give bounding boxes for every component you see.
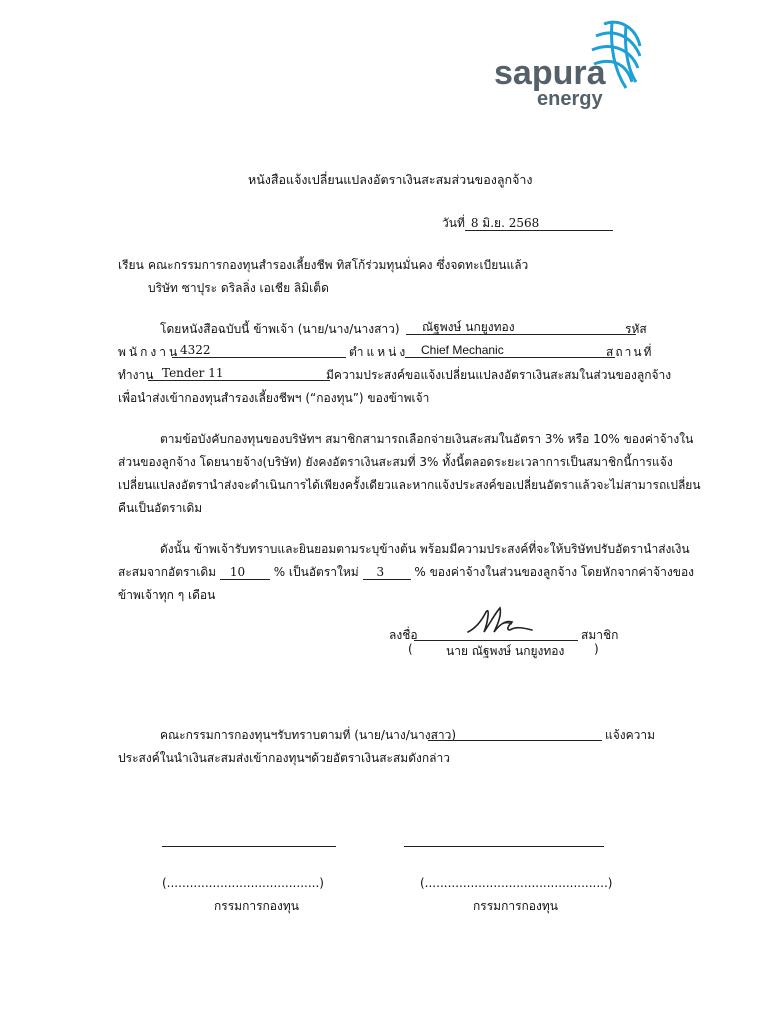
committee-name-line: [428, 740, 602, 741]
left-signature-line: [162, 846, 336, 847]
salutation-line1: คณะกรรมการกองทุนสำรองเลี้ยงชีพ ทิสโก้ร่วมทุนมั่นคง ซึ่งจดทะเบียนแล้ว: [148, 258, 529, 272]
position-row: [405, 343, 615, 358]
handwritten-signature: [466, 602, 536, 638]
para3-line1: ดังนั้น ข้าพเจ้ารับทราบและยินยอมตามระบุข้างต้น พร้อมมีความประสงค์ที่จะให้บริษัทปรับอัตรานำส่งเงิน: [160, 542, 690, 556]
workplace-field[interactable]: Tender 11: [148, 366, 330, 381]
signature-open-paren: (: [408, 642, 413, 656]
salutation-label: เรียน: [118, 258, 144, 272]
salutation-line2: บริษัท ซาปุระ ดริลลิ่ง เอเชีย ลิมิเต็ด: [148, 281, 329, 295]
para1-tail1: มีความประสงค์ขอแจ้งเปลี่ยนแปลงอัตราเงินสะสมในส่วนของลูกจ้าง: [326, 368, 672, 382]
workplace-label: สถานที่: [606, 345, 654, 359]
left-committee-role: กรรมการกองทุน: [214, 899, 299, 913]
employee-name-field[interactable]: ณัฐพงษ์ นกยูงทอง: [406, 320, 636, 335]
right-name-paren: (................................................): [420, 876, 613, 890]
workplace-row: [148, 366, 330, 381]
committee-tail: แจ้งความ: [605, 728, 656, 742]
para2-line4: คืนเป็นอัตราเดิม: [118, 501, 203, 515]
para1-tail2: เพื่อนำส่งเข้ากองทุนสำรองเลี้ยงชีพฯ (“กองทุน”) ของข้าพเจ้า: [118, 391, 430, 405]
para1-name-row: [406, 320, 636, 335]
para3-tail: % ของค่าจ้างในส่วนของลูกจ้าง โดยหักจากค่าจ้างของ: [414, 565, 695, 579]
signature-label: ลงชื่อ: [389, 628, 418, 642]
employee-label: พนักงาน: [118, 345, 181, 359]
signature-close-paren: ): [594, 642, 599, 656]
date-label: วันที่: [442, 216, 465, 230]
date-row: [442, 214, 613, 233]
code-label: รหัส: [625, 322, 647, 336]
from-rate-label: สะสมจากอัตราเดิม: [118, 565, 217, 579]
right-committee-role: กรรมการกองทุน: [473, 899, 558, 913]
para2-line2: ส่วนของลูกจ้าง โดยนายจ้าง(บริษัท) ยังคงอัตราเงินสะสมที่ 3% ทั้งนี้ตลอดระยะเวลาการเป็นสมาชิกนี้การแจ้ง: [118, 455, 673, 469]
date-field[interactable]: 8 มิ.ย. 2568: [465, 216, 613, 231]
para1-intro: โดยหนังสือฉบับนี้ ข้าพเจ้า (นาย/นาง/นางสาว): [160, 322, 400, 336]
old-rate-field[interactable]: 10: [220, 565, 270, 580]
work-label: ทำงาน: [118, 368, 154, 382]
para2-line3: เปลี่ยนแปลงอัตรานำส่งจะดำเนินการได้เพียงครั้งเดียวและหากแจ้งประสงค์ขอเปลี่ยนอัตราแล้วจะไม่สามารถเปลี่ยน: [118, 478, 701, 492]
to-rate-label: % เป็นอัตราใหม่: [273, 565, 359, 579]
logo-brand-text: sapura: [494, 54, 606, 92]
position-label: ตำแหน่ง: [349, 345, 409, 359]
signature-role: สมาชิก: [581, 628, 619, 642]
signature-line: [414, 640, 578, 641]
para3-line3: ข้าพเจ้าทุก ๆ เดือน: [118, 588, 216, 602]
new-rate-field[interactable]: 3: [363, 565, 411, 580]
committee-intro: คณะกรรมการกองทุนฯรับทราบตามที่ (นาย/นาง/นางสาว): [160, 728, 457, 742]
left-name-paren: (........................................): [162, 876, 324, 890]
position-field[interactable]: Chief Mechanic: [405, 343, 615, 358]
right-signature-line: [404, 846, 604, 847]
logo-sub-text: energy: [537, 88, 603, 110]
employee-code-row: [172, 343, 346, 358]
signer-name: นาย ณัฐพงษ์ นกยูงทอง: [446, 644, 565, 658]
committee-line2: ประสงค์ในนำเงินสะสมส่งเข้ากองทุนฯด้วยอัตราเงินสะสมดังกล่าว: [118, 751, 450, 765]
para2-line1: ตามข้อบังคับกองทุนของบริษัทฯ สมาชิกสามารถเลือกจ่ายเงินสะสมในอัตรา 3% หรือ 10% ของค่าจ้างใน: [160, 432, 694, 446]
employee-code-field[interactable]: 4322: [172, 343, 346, 358]
document-title: หนังสือแจ้งเปลี่ยนแปลงอัตราเงินสะสมส่วนของลูกจ้าง: [248, 172, 533, 187]
para3-rate-row: [118, 563, 694, 582]
